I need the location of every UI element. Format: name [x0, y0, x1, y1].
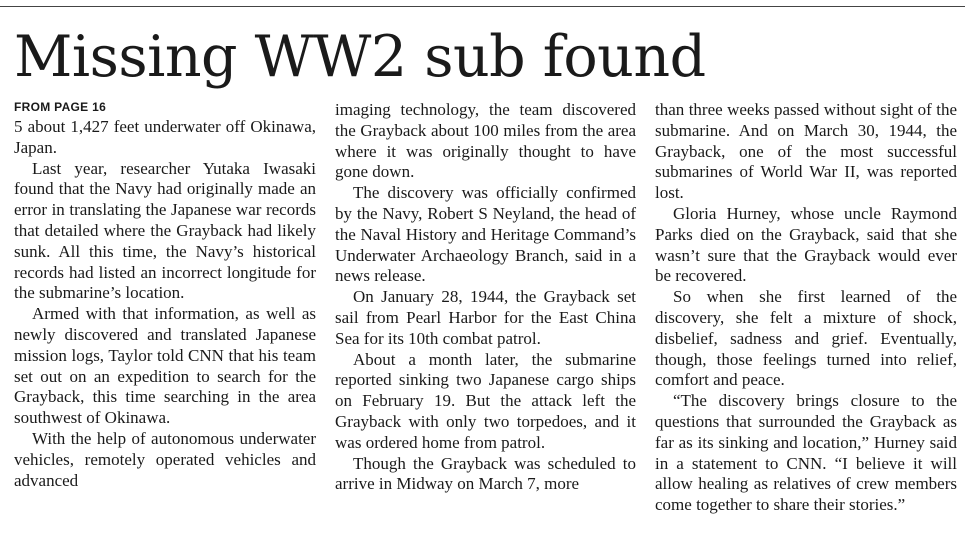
- paragraph: Armed with that information, as well as newly discovered and translated Japanese mission logs, Taylor told CNN that his team set out on an expedition to search for the Grayback, this time searching in the area southwest of Okinawa.: [14, 304, 316, 428]
- headline: Missing WW2 sub found: [14, 24, 706, 90]
- paragraph: Gloria Hurney, whose uncle Raymond Parks died on the Grayback, said that she wasn’t sure that the Grayback would ever be recovered.: [655, 203, 957, 286]
- paragraph: Last year, researcher Yutaka Iwasaki found that the Navy had originally made an error in translating the Japanese war records that detailed where the Grayback had likely sunk. All this time, the Navy’s historical records had listed an incorrect longitude for the submarine’s location.: [14, 158, 316, 303]
- paragraph: Though the Grayback was scheduled to arrive in Midway on March 7, more: [335, 453, 636, 494]
- paragraph: 5 about 1,427 feet underwater off Okinawa, Japan.: [14, 117, 316, 157]
- top-rule: [0, 6, 965, 7]
- paragraph: The discovery was officially confirmed by the Navy, Robert S Neyland, the head of the Naval History and Heritage Command’s Underwater Archaeology Branch, said in a news release.: [335, 183, 636, 286]
- article-column-1: [14, 100, 316, 491]
- article-column-2: [335, 100, 636, 495]
- jump-line: FROM PAGE 16: [14, 100, 107, 114]
- paragraph: About a month later, the submarine reported sinking two Japanese cargo ships on February 19. But the attack left the Grayback with only two torpedoes, and it was ordered home from patrol.: [335, 349, 636, 452]
- paragraph: With the help of autonomous underwater vehicles, remotely operated vehicles and advanced: [14, 428, 316, 490]
- paragraph: imaging technology, the team discovered the Grayback about 100 miles from the area where it was originally thought to have gone down.: [335, 100, 636, 182]
- paragraph: On January 28, 1944, the Grayback set sail from Pearl Harbor for the East China Sea for its 10th combat patrol.: [335, 287, 636, 348]
- paragraph: So when she first learned of the discovery, she felt a mixture of shock, disbelief, sadness and grief. Eventually, though, those feelings turned into relief, comfort and peace.: [655, 287, 957, 390]
- paragraph: “The discovery brings closure to the questions that surrounded the Grayback as far as its sinking and location,” Hurney said in a statement to CNN. “I believe it will allow healing as relatives of crew members come together to share their stories.”: [655, 391, 957, 515]
- paragraph: than three weeks passed without sight of the submarine. And on March 30, 1944, the Grayback, one of the most successful submarines of World War II, was reported lost.: [655, 100, 957, 203]
- article-column-3: [655, 100, 957, 516]
